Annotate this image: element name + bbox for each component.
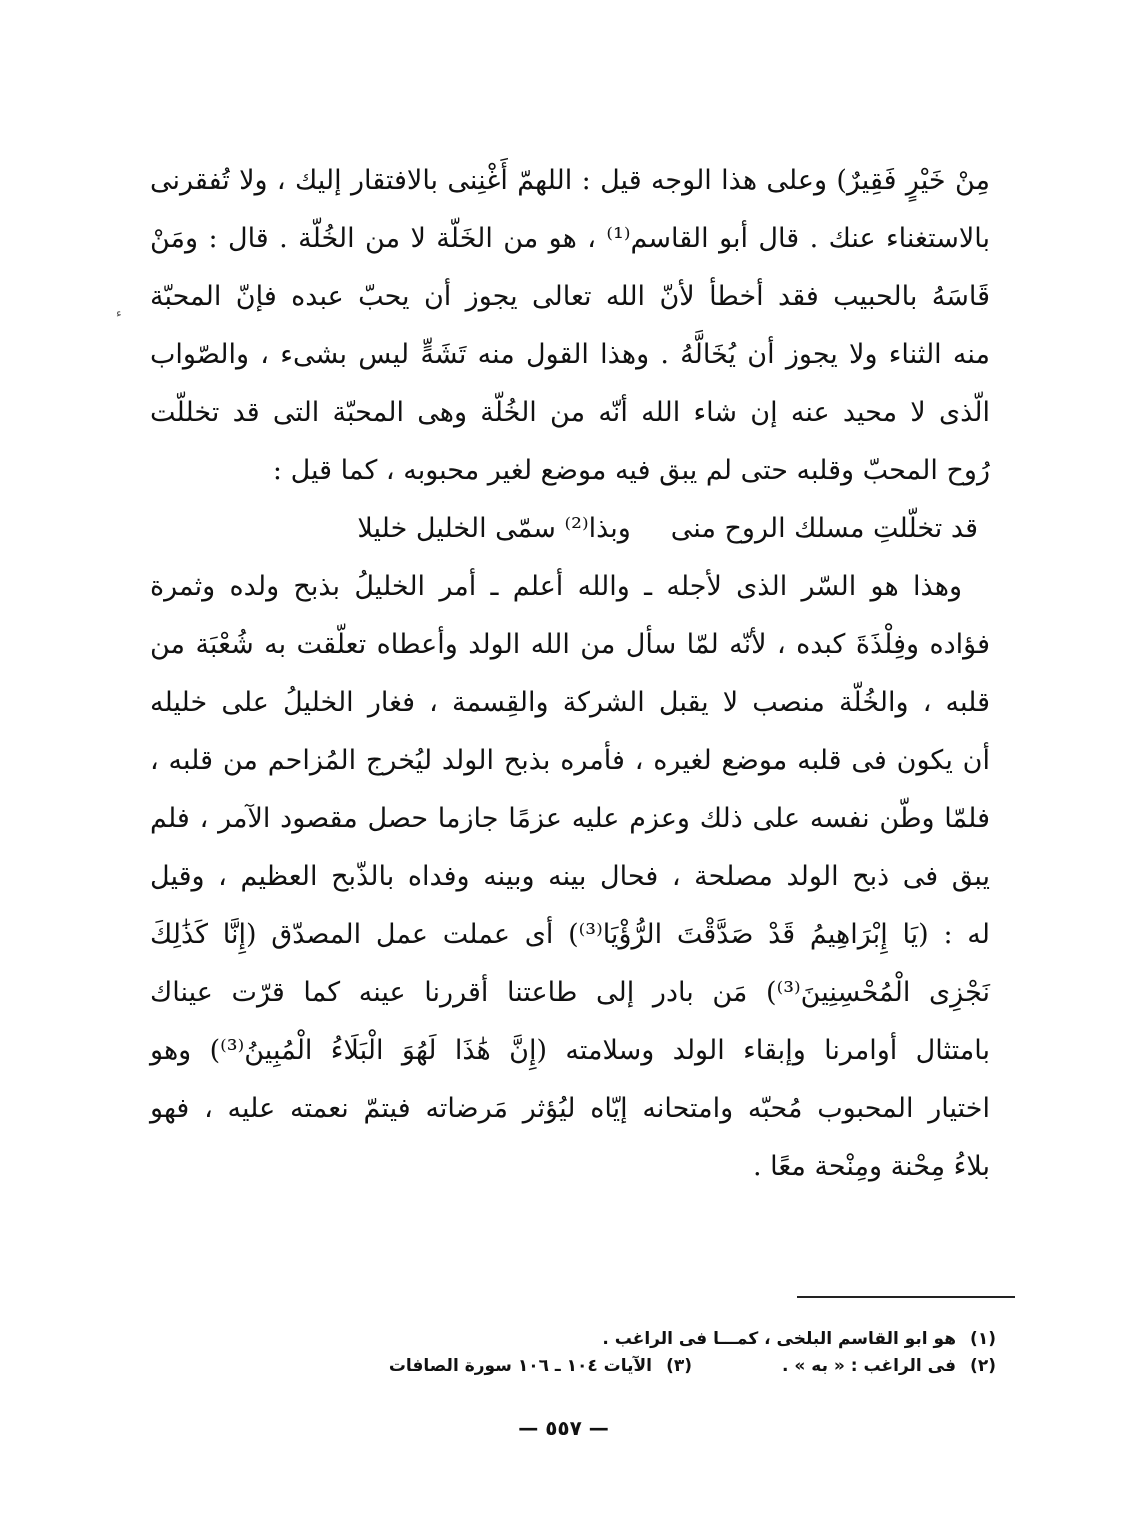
- text-line: اختيار المحبوب مُحبّه وامتحانه إيّاه ليُؤثر مَرضاته فيتمّ نعمته عليه ، فهو: [150, 1093, 990, 1124]
- page-number: — ٥٥٧ —: [518, 1416, 609, 1440]
- footnotes: [186, 1326, 996, 1380]
- footnote-number: (٣): [666, 1356, 693, 1376]
- text-line: يبق فى ذبح الولد مصلحة ، فحال بينه وبينه وفداه بالذّبح العظيم ، وقيل: [150, 861, 990, 892]
- text-line: بلاءُ مِحْنة ومِنْحة معًا .: [752, 1151, 990, 1182]
- text-line: مِنْ خَيْرٍ فَقِيرٌ) وعلى هذا الوجه قيل : اللهمّ أَغْنِنى بالافتقار إليك ، ولا تُفقرنى: [150, 165, 990, 196]
- text-line: فلمّا وطّن نفسه على ذلك وعزم عليه عزمًا جازما حصل مقصود الآمر ، فلم: [150, 803, 990, 834]
- text-line: نَجْزِى الْمُحْسِنِينَ⁽³⁾) مَن بادر إلى طاعتنا أقررنا عينه كما قرّت عيناك: [150, 977, 991, 1008]
- text-line: فؤاده وفِلْذَةَ كبده ، لأنّه لمّا سأل من الله الولد وأعطاه تعلّقت به شُعْبَة من: [150, 629, 990, 660]
- footnote-number: (١): [970, 1329, 996, 1349]
- text-line: قَاسَهُ بالحبيب فقد أخطأ لأنّ الله تعالى يجوز أن يحبّ عبده فإنّ المحبّة: [150, 281, 990, 312]
- footnote-separator: [797, 1296, 1015, 1298]
- footnote-text: فى الراغب : « به » .: [782, 1356, 956, 1376]
- text-line: بالاستغناء عنك . قال أبو القاسم⁽¹⁾ ، هو من الخَلّة لا من الخُلّة . قال : ومَنْ: [150, 223, 990, 254]
- footnote-number: (٢): [970, 1356, 996, 1376]
- footnote-text: هو ابو القاسم البلخى ، كمـــا فى الراغب .: [602, 1329, 956, 1349]
- text-line: منه الثناء ولا يجوز أن يُخَالَّهُ . وهذا القول منه تَشَهٍّ ليس بشىء ، والصّواب: [150, 339, 990, 370]
- verse-first-hemistich: قد تخلّلتِ مسلك الروح منى: [670, 513, 978, 544]
- text-line: أن يكون فى قلبه موضع لغيره ، فأمره بذبح الولد ليُخرج المُزاحم من قلبه ،: [150, 745, 990, 776]
- text-line: له : (يَا إِبْرَاهِيمُ قَدْ صَدَّقْتَ الرُّؤْيَا⁽³⁾) أى عملت عمل المصدّق (إِنَّا كَذَٰلِكَ: [150, 919, 990, 950]
- text-line: بامتثال أوامرنا وإبقاء الولد وسلامته (إِنَّ هَٰذَا لَهُوَ الْبَلَاءُ الْمُبِينُ⁽³⁾) وهو: [150, 1035, 990, 1066]
- verse-second-hemistich: وبذا⁽²⁾ سمّى الخليل خليلا: [357, 513, 631, 544]
- scan-speck: ء: [116, 306, 122, 320]
- footnote-row: [186, 1326, 996, 1353]
- poetry-verse: [150, 500, 990, 558]
- text-line: وهذا هو السّر الذى لأجله ـ والله أعلم ـ أمر الخليلُ بذبح ولده وثمرة: [150, 571, 962, 602]
- main-text: [150, 152, 990, 1196]
- text-line: رُوح المحبّ وقلبه حتى لم يبق فيه موضع لغير محبوبه ، كما قيل :: [272, 455, 990, 486]
- footnote-row: [186, 1353, 996, 1380]
- footnote-text: الآيات ١٠٤ ـ ١٠٦ سورة الصافات: [388, 1356, 653, 1376]
- text-line: قلبه ، والخُلّة منصب لا يقبل الشركة والقِسمة ، فغار الخليلُ على خليله: [150, 687, 990, 718]
- text-line: الّذى لا محيد عنه إن شاء الله أنّه من الخُلّة وهى المحبّة التى قد تخللّت: [150, 397, 990, 428]
